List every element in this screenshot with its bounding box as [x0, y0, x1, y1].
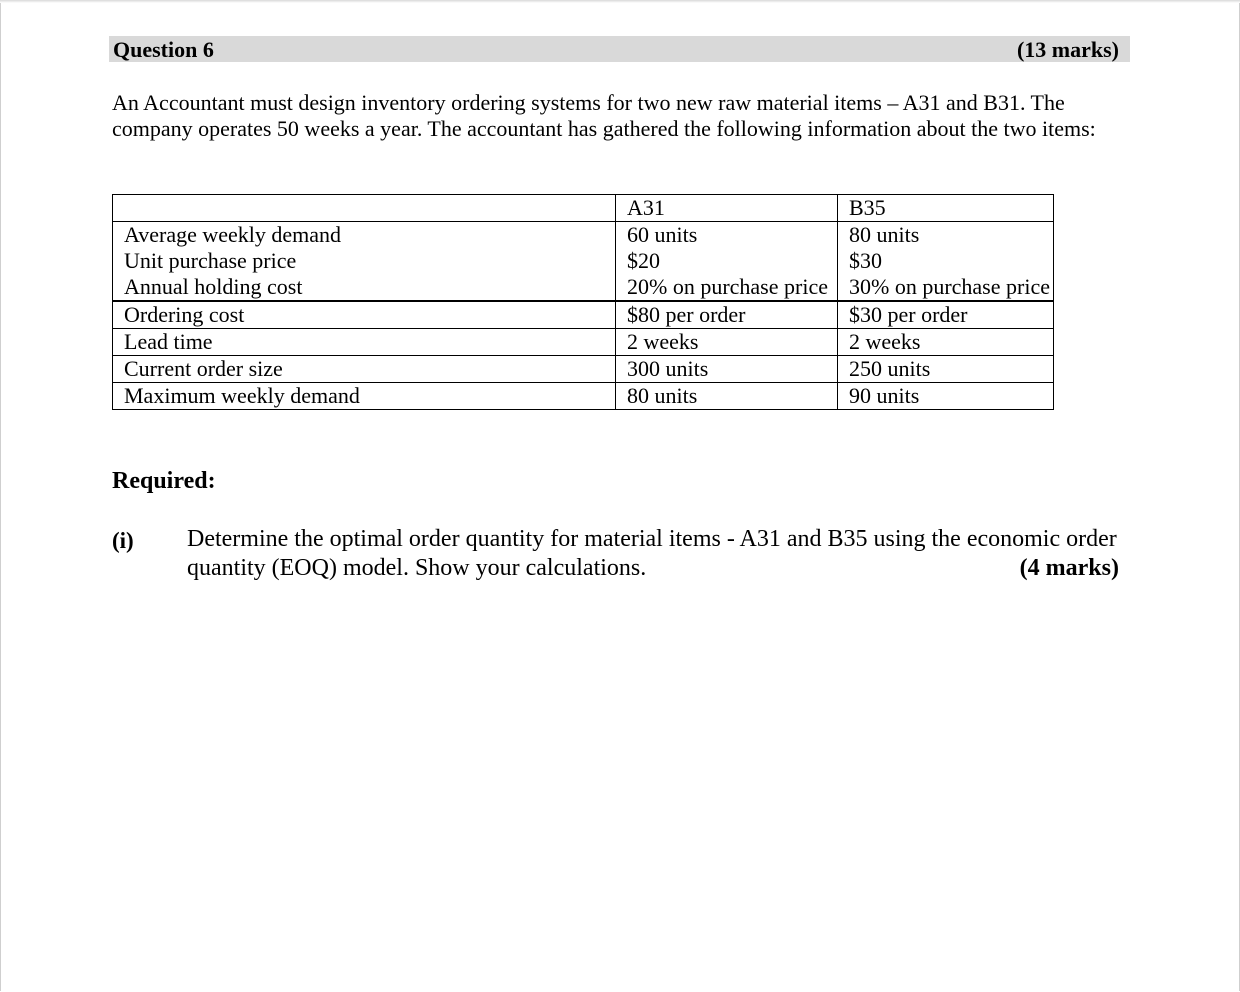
table-row	[113, 248, 1054, 274]
item-text: Determine the optimal order quantity for material items - A31 and B35 using the economic order quantity (EOQ) model. Show your calculations.	[187, 526, 1117, 581]
table-row	[113, 222, 1054, 249]
row-value-b35: 30% on purchase price	[838, 274, 1054, 301]
table-row	[113, 329, 1054, 356]
row-label: Maximum weekly demand	[113, 383, 616, 410]
header-cell-blank	[113, 195, 616, 222]
row-value-a31: $80 per order	[616, 301, 838, 329]
row-value-a31: $20	[616, 248, 838, 274]
question-title: Question 6	[113, 37, 214, 62]
table-row	[113, 274, 1054, 301]
row-label: Annual holding cost	[113, 274, 616, 301]
row-value-b35: 90 units	[838, 383, 1054, 410]
row-value-b35: 2 weeks	[838, 329, 1054, 356]
question-header	[109, 36, 1130, 62]
table-header-row	[113, 195, 1054, 222]
item-number: (i)	[112, 528, 134, 553]
row-value-b35: $30 per order	[838, 301, 1054, 329]
header-cell-b35: B35	[838, 195, 1054, 222]
table-row	[113, 301, 1054, 329]
table-row	[113, 383, 1054, 410]
row-value-b35: 250 units	[838, 356, 1054, 383]
row-label: Lead time	[113, 329, 616, 356]
row-value-a31: 2 weeks	[616, 329, 838, 356]
inventory-table	[112, 194, 1054, 410]
top-shadow	[0, 0, 1240, 3]
row-label: Current order size	[113, 356, 616, 383]
row-value-a31: 20% on purchase price	[616, 274, 838, 301]
table-row	[113, 356, 1054, 383]
required-heading: Required:	[112, 468, 216, 494]
intro-paragraph: An Accountant must design inventory ordering systems for two new raw material items – A31 and B31. The company operates 50 weeks a year. The accountant has gathered the following information about the two items:	[112, 90, 1096, 141]
row-value-a31: 60 units	[616, 222, 838, 249]
header-cell-a31: A31	[616, 195, 838, 222]
row-value-b35: 80 units	[838, 222, 1054, 249]
question-marks: (13 marks)	[1016, 37, 1119, 62]
row-value-a31: 80 units	[616, 383, 838, 410]
row-label: Ordering cost	[113, 301, 616, 329]
row-value-a31: 300 units	[616, 356, 838, 383]
row-label: Unit purchase price	[113, 248, 616, 274]
row-value-b35: $30	[838, 248, 1054, 274]
item-marks: (4 marks)	[1019, 555, 1119, 581]
row-label: Average weekly demand	[113, 222, 616, 249]
